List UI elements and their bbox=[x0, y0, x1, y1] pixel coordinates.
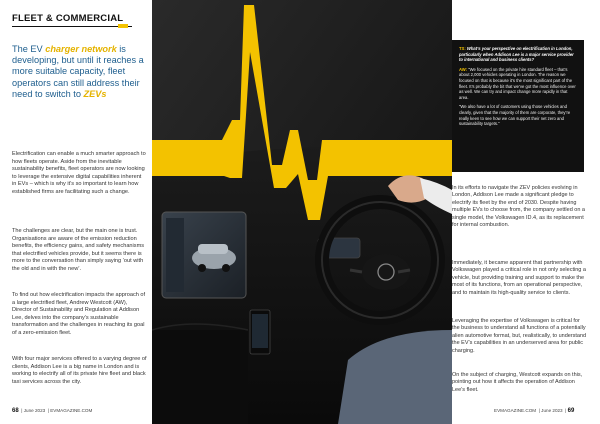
car-interior-illustration bbox=[152, 0, 452, 424]
right-paragraph-1: In its efforts to navigate the ZEV policies evolving in London, Addison Lee made a significant pledge to electrify its fleet by the end of 2030. Despite having multiple EVs to choose from, the company settled on a single model, the Volkswagen ID.4, as its replacement for internal combustion. bbox=[452, 185, 585, 229]
intro-part1: The EV bbox=[12, 44, 46, 54]
right-page-number: 69 bbox=[567, 408, 575, 414]
answer-text: “We focused on the private hire standard fleet – that’s about 2,000 vehicles operating in London. The reason we focused on that is because it’s the most significant part of the fleet. It’s probably the bit that we’ve got the most influence over as well. We can try and impact change more rapidly in that area. bbox=[459, 66, 576, 100]
right-paragraph-4: On the subject of charging, Westcott expands on this, pointing out how it affects the operation of Addison Lee’s fleet. bbox=[452, 372, 583, 393]
left-paragraph-4: With four major services offered to a varying degree of clients, Addison Lee is a big name in London and is working to electrify all of its private hire fleet and black taxi services across the city. bbox=[12, 356, 147, 385]
left-footer-site: EVMAGAZINE.COM bbox=[50, 408, 93, 413]
question-text: What’s your perspective on electrification in London, particularly when Addison Lee is a major service provider to international and business clients? bbox=[459, 46, 574, 63]
sidebar-answer-2: “We also have a lot of customers using those vehicles and clearly, given that the majority of them are corporate, they’re really keen to see how we can support their net zero and sustainability targets.” bbox=[459, 104, 571, 127]
left-page bbox=[0, 0, 152, 424]
feature-photo bbox=[152, 0, 452, 424]
section-title: FLEET & COMMERCIAL bbox=[12, 13, 124, 24]
left-paragraph-1: Electrification can enable a much smarter approach to how fleets operate. Aside from the inevitable sustainability benefits, fleet operators are now looking to leverage the extensive digital capabilities inherent in EVs – which is why it’s so important to learn how established firms are facilitating such a change. bbox=[12, 151, 146, 195]
sidebar-answer bbox=[459, 67, 577, 101]
question-tag: TS: bbox=[459, 46, 466, 51]
section-rule bbox=[12, 26, 132, 27]
answer-tag: AW: bbox=[459, 66, 468, 72]
intro-part2: is developing, but until it reaches a more suitable capacity, fleet operators can still address their need to switch to bbox=[12, 44, 144, 99]
intro-highlight-zevs: ZEVs bbox=[83, 88, 107, 99]
right-footer-site: EVMAGAZINE.COM bbox=[494, 408, 537, 413]
left-paragraph-2: The challenges are clear, but the main one is trust. Organisations are aware of the emission reduction benefits, the efficiency gains, and safety mechanisms that electrified vehicles provide, but it seems there is more to the conversation than simply saying ‘out with the old and in with the new’. bbox=[12, 228, 145, 272]
left-footer-issue: June 2023 bbox=[23, 408, 46, 413]
left-page-number: 68 bbox=[12, 408, 19, 414]
qa-sidebar bbox=[452, 40, 584, 172]
intro-standfirst bbox=[12, 44, 144, 100]
left-footer: 68 | June 2023 | EVMAGAZINE.COM bbox=[12, 408, 93, 414]
right-paragraph-2: Immediately, it became apparent that partnership with Volkswagen played a critical role in not only selecting a vehicle, but providing training and support to make the most of its functions, from an operational perspective, and to maintain its high-quality service to clients. bbox=[452, 260, 586, 296]
right-paragraph-3: Leveraging the expertise of Volkswagen is critical for the business to understand all functions of a potentially alien automotive format, but, realistically, to understand the EV’s capabilities in an underserved area for public charging. bbox=[452, 318, 587, 354]
right-footer-issue: June 2023 bbox=[541, 408, 563, 413]
left-paragraph-3: To find out how electrification impacts the approach of a large electrified fleet, Andrew Westcott (AW), Director of Sustainability and Regulation at Addison Lee, delves into the company’s sustainable transformation and the challenges in reaching its goal of a zero-emission fleet. bbox=[12, 292, 146, 336]
intro-highlight-charger: charger network bbox=[45, 44, 117, 54]
section-rule-accent bbox=[118, 24, 128, 28]
right-footer: EVMAGAZINE.COM | June 2023 | 69 bbox=[494, 408, 575, 414]
sidebar-question bbox=[459, 46, 577, 63]
